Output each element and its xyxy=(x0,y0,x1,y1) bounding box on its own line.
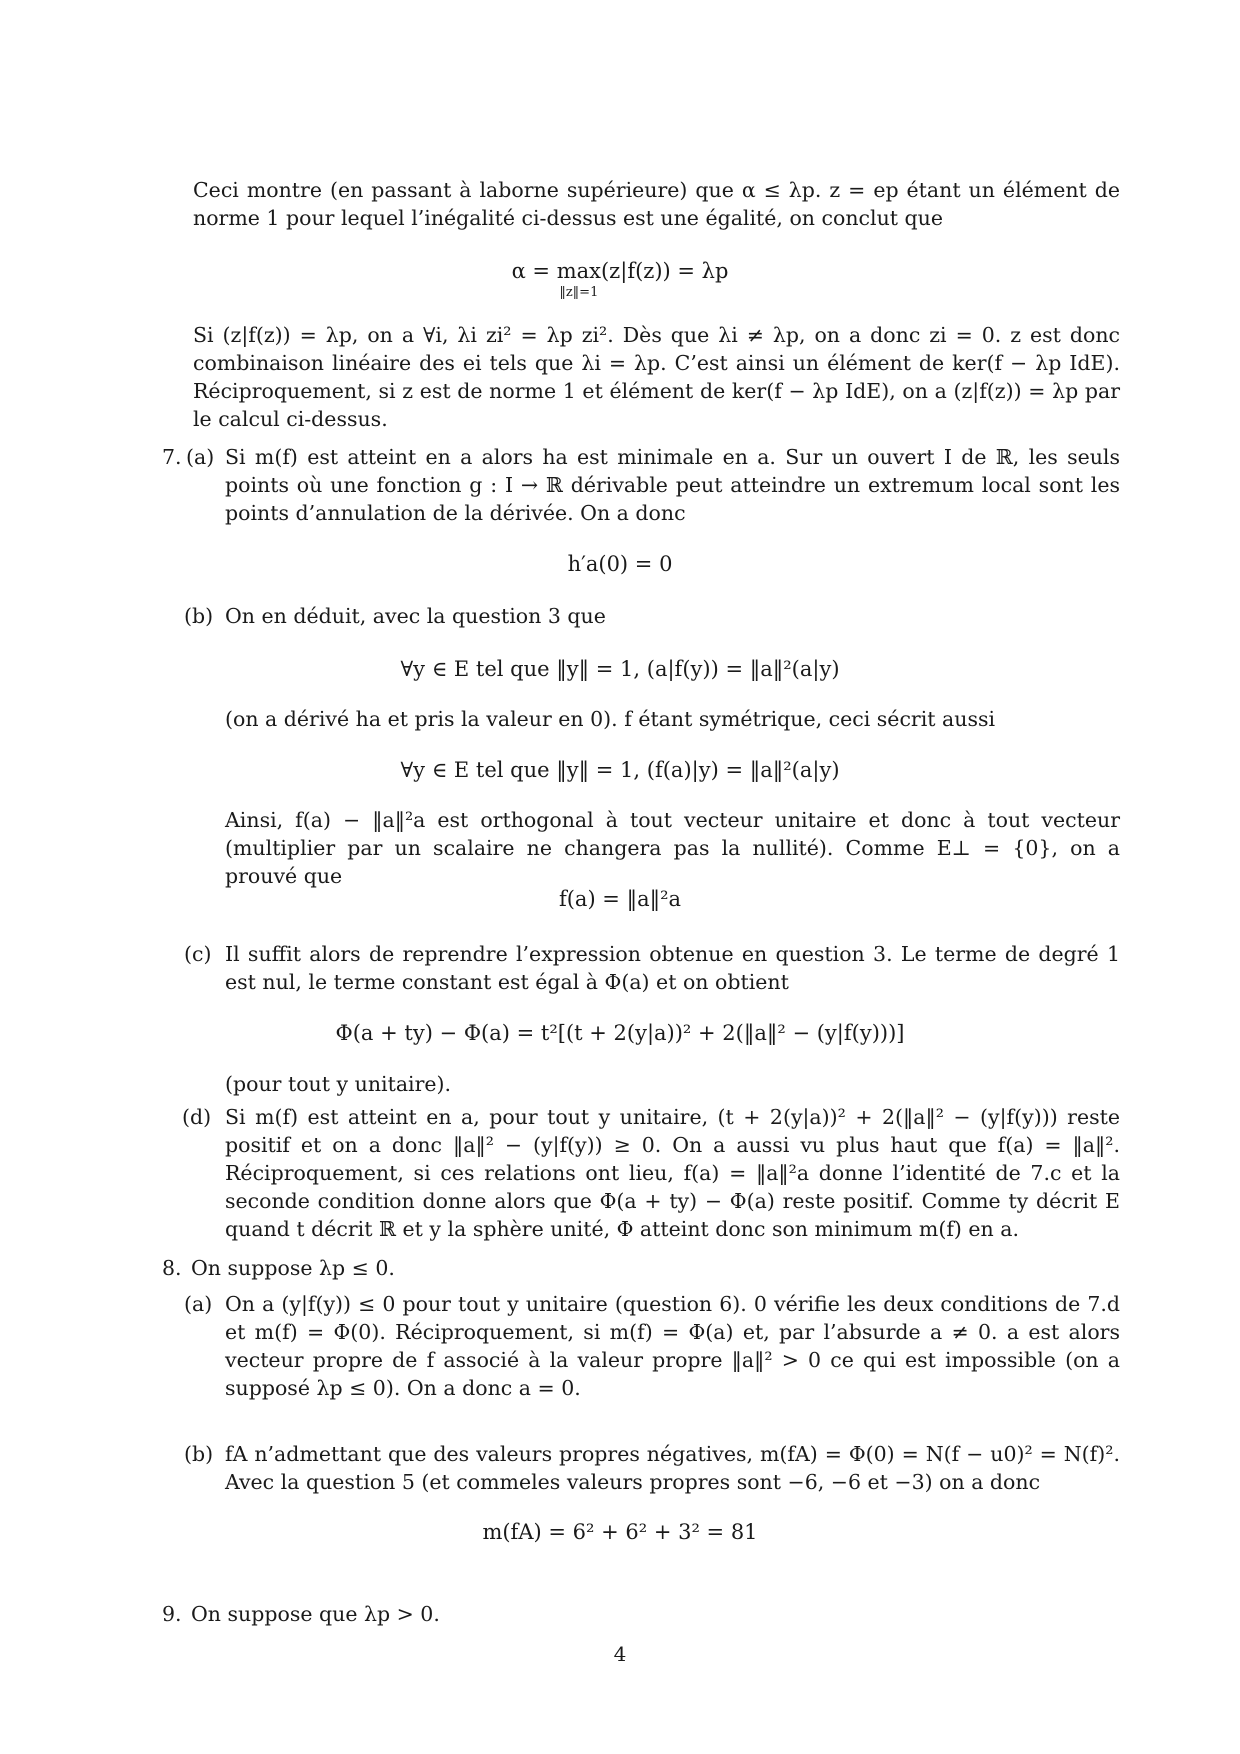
eq1-left: α = xyxy=(511,259,557,283)
q7d-label: (d) xyxy=(182,1105,212,1129)
q7b-text-1: On en déduit, avec la question 3 que xyxy=(225,604,606,628)
q7b-equation-2: ∀y ∈ E tel que ‖y‖ = 1, (f(a)|y) = ‖a‖²(a|y) xyxy=(400,758,840,782)
q8-intro: On suppose λp ≤ 0. xyxy=(191,1256,395,1280)
q7a-label: (a) xyxy=(186,445,215,469)
q8-number: 8. xyxy=(162,1256,182,1280)
page-number: 4 xyxy=(613,1642,627,1666)
intro-paragraph-2: Si (z|f(z)) = λp, on a ∀i, λi zi² = λp zi². Dès que λi ≠ λp, on a donc zi = 0. z est donc combinaison linéaire des ei tels que λi = λp. C’est ainsi un élément de ker(f − λp IdE). Réciproquement, si z est de norme 1 et élément de ker(f − λp IdE), on a (z|f(z)) = λp par le calcul ci-dessus. xyxy=(193,323,1120,431)
q8b-label: (b) xyxy=(184,1442,214,1466)
q7b-text-2: (on a dérivé ha et pris la valeur en 0). f étant symétrique, ceci sécrit aussi xyxy=(225,707,996,731)
q9-number: 9. xyxy=(162,1602,182,1626)
q8b-text: fA n’admettant que des valeurs propres négatives, m(fA) = Φ(0) = N(f − u0)² = N(f)². Avec la question 5 (et commeles valeurs propres sont −6, −6 et −3) on a donc xyxy=(225,1442,1120,1494)
q7b-equation-1: ∀y ∈ E tel que ‖y‖ = 1, (a|f(y)) = ‖a‖²(a|y) xyxy=(400,657,840,681)
q7c-text-2: (pour tout y unitaire). xyxy=(225,1072,452,1096)
q8a-text: On a (y|f(y)) ≤ 0 pour tout y unitaire (question 6). 0 vérifie les deux conditions de 7.d et m(f) = Φ(0). Réciproquement, si m(f) = Φ(a) et, par l’absurde a ≠ 0. a est alors vecteur propre de f associé à la valeur propre ‖a‖² > 0 ce qui est impossible (on a supposé λp ≤ 0). On a donc a = 0. xyxy=(225,1292,1120,1400)
q7b-label: (b) xyxy=(184,604,214,628)
q7-number: 7. xyxy=(162,445,182,469)
eq1-max-operator: max ‖z‖=1 xyxy=(556,259,601,300)
q7b-equation-3: f(a) = ‖a‖²a xyxy=(558,887,682,911)
q7c-text-1: Il suffit alors de reprendre l’expression obtenue en question 3. Le terme de degré 1 est nul, le terme constant est égal à Φ(a) et on obtient xyxy=(225,942,1120,994)
q7c-label: (c) xyxy=(184,942,212,966)
intro-paragraph-1: Ceci montre (en passant à laborne supérieure) que α ≤ λp. z = ep étant un élément de norme 1 pour lequel l’inégalité ci-dessus est une égalité, on conclut que xyxy=(193,178,1120,230)
eq1-right: (z|f(z)) = λp xyxy=(600,259,729,283)
eq1-subscript: ‖z‖=1 xyxy=(559,285,599,300)
q9-text: On suppose que λp > 0. xyxy=(191,1602,440,1626)
q7c-equation: Φ(a + ty) − Φ(a) = t²[(t + 2(y|a))² + 2(‖a‖² − (y|f(y)))] xyxy=(335,1021,905,1045)
q7a-equation: h′a(0) = 0 xyxy=(567,552,673,576)
q8a-label: (a) xyxy=(184,1292,213,1316)
q8b-equation: m(fA) = 6² + 6² + 3² = 81 xyxy=(482,1520,758,1544)
q7d-text: Si m(f) est atteint en a, pour tout y unitaire, (t + 2(y|a))² + 2(‖a‖² − (y|f(y))) reste positif et on a donc ‖a‖² − (y|f(y)) ≥ 0. On a aussi vu plus haut que f(a) = ‖a‖². Réciproquement, si ces relations ont lieu, f(a) = ‖a‖²a donne l’identité de 7.c et la seconde condition donne alors que Φ(a + ty) − Φ(a) reste positif. Comme ty décrit E quand t décrit ℝ et y la sphère unité, Φ atteint donc son minimum m(f) en a. xyxy=(225,1105,1120,1241)
equation-alpha-max xyxy=(0,256,1240,300)
q7a-text: Si m(f) est atteint en a alors ha est minimale en a. Sur un ouvert I de ℝ, les seuls points où une fonction g : I → ℝ dérivable peut atteindre un extremum local sont les points d’annulation de la dérivée. On a donc xyxy=(225,445,1120,525)
q7b-text-3: Ainsi, f(a) − ‖a‖²a est orthogonal à tout vecteur unitaire et donc à tout vecteur (multiplier par un scalaire ne changera pas la nullité). Comme E⊥ = {0}, on a prouvé que xyxy=(225,808,1120,888)
